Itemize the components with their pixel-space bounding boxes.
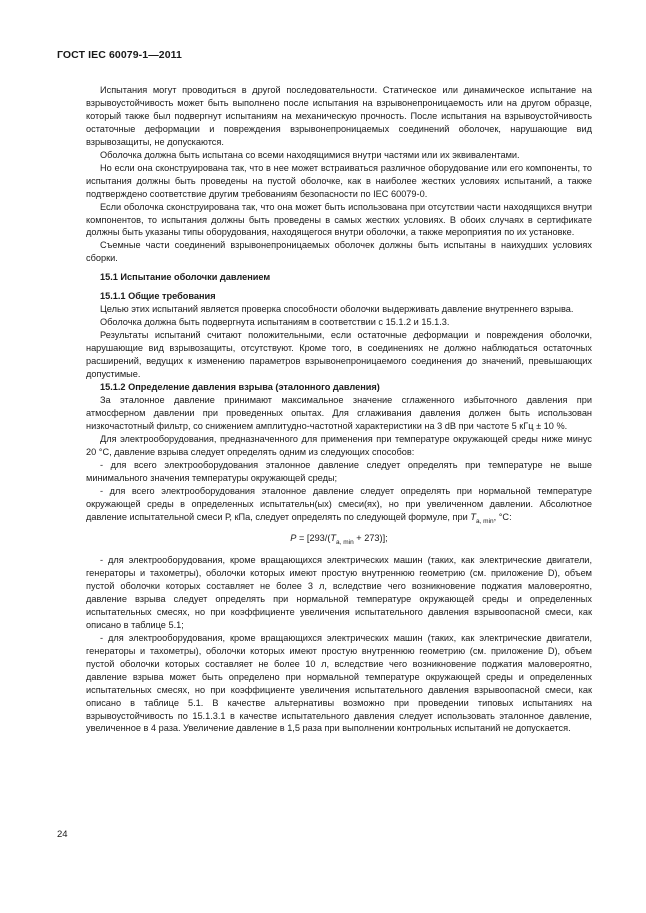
paragraph-4-tail: , °С: [493,511,512,522]
page-number: 24 [57,829,68,840]
section-15-1-2-paragraph-5: - для электрооборудования, кроме вращающихся электрических машин (таких, как электрические двигатели, генераторы и тахометры), оболочки которых имеют простую внутреннюю геометрию (см. приложение D), объем пустой оболочки которых составляет не более 3 л, вследствие чего возникновение поджатия маловероятно, давление взрыва следует определять при нормальной температуре окружающей среды и определенных испытательных смесях, но при коэффициенте увеличения испытательного давления взрывоопасной смеси, как описано в таблице 5.1; [86,555,592,630]
intro-paragraph-4: Если оболочка сконструирована так, что она может быть использована при отсутствии части находящихся внутри компонентов, то испытания должны быть проведены в самых жестких условиях. В обоих случаях в сертификате должны быть указаны типы оборудования, находящегося внутри оболочки, а также мероприятия по их установке. [86,201,592,238]
formula-temperature-symbol: T [330,533,337,544]
document-body [86,84,592,735]
pressure-formula [86,532,592,550]
section-15-1-2-paragraph-3: - для всего электрооборудования эталонное давление следует определять при температуре не выше минимального значения температуры окружающей среды; [86,459,592,483]
section-15-1-2-paragraph-2: Для электрооборудования, предназначенного для применения при температуре окружающей среды ниже минус 20 °С, давление взрыва следует определять одним из следующих способов: [86,433,592,457]
section-15-1-title: 15.1 Испытание оболочки давлением [100,272,271,283]
section-15-1-1-title: 15.1.1 Общие требования [100,291,216,302]
intro-paragraph-2: Оболочка должна быть испытана со всеми находящимися внутри частями или их эквивалентами. [100,149,520,160]
section-15-1-1-paragraph-2: Оболочка должна быть подвергнута испытаниям в соответствии с 15.1.2 и 15.1.3. [100,317,450,328]
section-15-1-2-paragraph-4 [86,485,592,529]
standard-header: ГОСТ IEC 60079-1—2011 [57,49,182,61]
formula-middle: = [293/( [296,533,331,544]
section-15-1-1-paragraph-1: Целью этих испытаний является проверка способности оболочки выдерживать давление внутреннего взрыва. [100,304,574,315]
section-15-1-2-title: 15.1.2 Определение давления взрыва (эталонного давления) [100,381,380,392]
formula-temperature-subscript: a, min [336,539,354,547]
intro-paragraph-5: Съемные части соединений взрывонепроницаемых оболочек должны быть испытаны в наихудших условиях сборки. [86,240,592,264]
temperature-subscript: a, min [475,517,494,525]
section-15-1-2-paragraph-1: За эталонное давление принимают максимальное значение сглаженного избыточного давления при атмосферном давлении при проведенных опытах. Для сглаживания давления должен быть использован низкочастотный фильтр, со снижением амплитудно-частотной характеристики на 3 dB при частоте 5 кГц ± 10 %. [86,394,592,431]
formula-right: + 273)]; [353,533,388,544]
paragraph-4-text: - для всего электрооборудования эталонное давление следует определять при нормальной температуре окружающей среды в определенных испытательн(ых) смеси(ях), но при увеличенном давлении. Абсолютное давление испытательной смеси Р, кПа, следует определять по следующей формуле, при [86,485,592,522]
intro-paragraph-3: Но если она сконструирована так, что в нее может встраиваться различное оборудование или его компоненты, то испытания должны быть проведены на пустой оболочке, как в наиболее жестких условиях испытаний, а также подтверждено соответствие другим требованиям безопасности по IEC 60079-0. [86,162,592,199]
intro-paragraph-1: Испытания могут проводиться в другой последовательности. Статическое или динамическое испытание на взрывоустойчивость может быть выполнено после испытания на взрывонепроницаемость или на другом образце, который также был подвергнут испытаниям на механическую прочность. После испытания на взрывоустойчивость остаточные деформации и повреждения взрывонепроницаемых соединений оболочек, нарушающие вид взрывозащиты, не допускаются. [86,85,592,147]
section-15-1-1-paragraph-3: Результаты испытаний считают положительными, если остаточные деформации и повреждения оболочки, нарушающие вид взрывозащиты, отсутствуют. Кроме того, в соединениях не должно наблюдаться остаточных расширений, ведущих к изменению параметров взрывонепроницаемого соединения до значений, превышающих допустимые. [86,330,592,380]
section-15-1-2-paragraph-6: - для электрооборудования, кроме вращающихся электрических машин (таких, как электрические двигатели, генераторы и тахометры), оболочки которых имеют простую внутреннюю геометрию (см. приложение D), объем пустой оболочки которых составляет не более 10 л, вследствие чего возникновение поджатия маловероятно, давление взрыва может быть определено при нормальной температуре окружающей среды и определенных испытательных смесях, но при коэффициенте увеличения испытательного давления взрывоопасной смеси, как описано в таблице 5.1. В качестве альтернативы возможно при проведении типовых испытаниях на взрывоустойчивость по 15.1.3.1 в качестве испытательного давления следует использовать эталонное давление, увеличенное в 4 раза. Увеличение давление в 1,5 раза при выполнении контрольных испытаний не допускается. [86,632,592,734]
formula-pressure-symbol: P [290,533,297,544]
temperature-symbol: T [470,511,476,522]
